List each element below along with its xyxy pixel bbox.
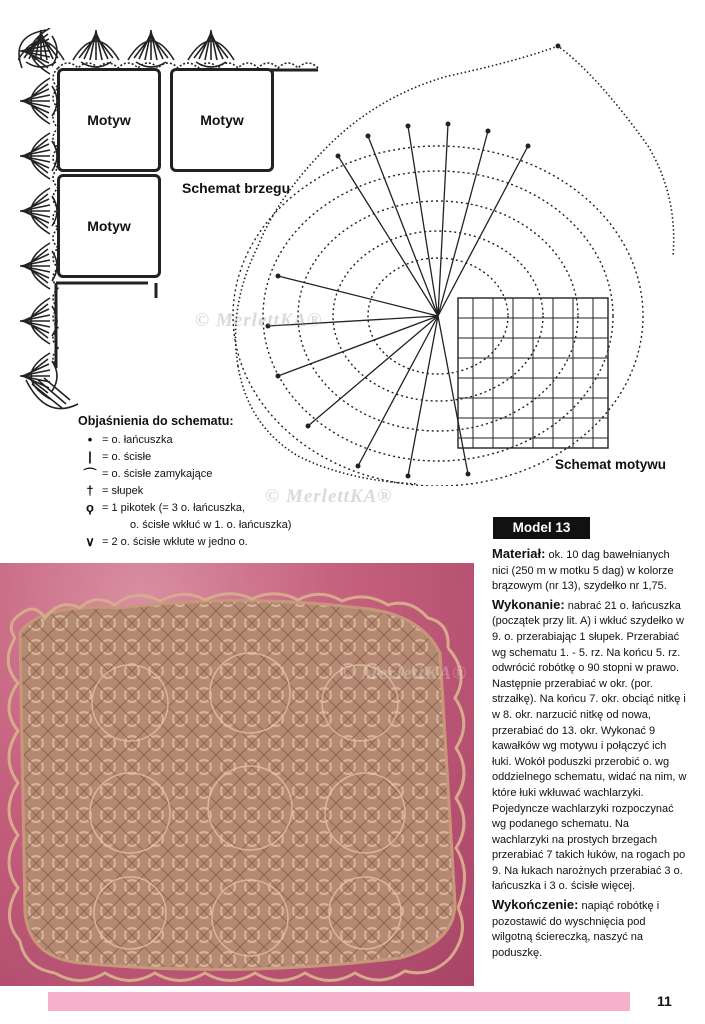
paragraph-heading: Wykonanie: xyxy=(492,596,565,612)
finishing-paragraph xyxy=(492,897,687,961)
legend-text: o. ścisłe wkłuć w 1. o. łańcuszka) xyxy=(130,518,292,531)
page-number: 11 xyxy=(657,993,672,1009)
double-crochet-cross-icon: † xyxy=(86,483,94,498)
picot-icon: ϙ xyxy=(86,500,94,515)
legend-text: = o. ścisłe zamykające xyxy=(102,467,213,480)
motif-box-3 xyxy=(57,174,161,278)
pillow-photo xyxy=(0,563,474,986)
model-badge: Model 13 xyxy=(493,517,590,539)
paragraph-body: ok. 10 dag bawełnianych nici (250 m w motku 5 dag) w kolorze brązowym (nr 13), szydełko nr 1,75. xyxy=(492,549,674,593)
instructions-text xyxy=(492,546,687,963)
chain-dot-icon: • xyxy=(87,432,93,447)
legend-text: = słupek xyxy=(102,484,144,497)
legend-text: = 2 o. ścisłe wkłute w jedno o. xyxy=(102,535,248,548)
slip-stitch-arc-icon: ⌒ xyxy=(83,467,97,482)
legend xyxy=(78,414,328,550)
motif-label: Motyw xyxy=(200,112,244,128)
watermark: © MerlettKA® xyxy=(340,663,468,684)
legend-title: Objaśnienia do schematu: xyxy=(78,414,234,428)
motif-label: Motyw xyxy=(87,218,131,234)
paragraph-body: napiąć robótkę i pozostawić do wyschnięcia pod wilgotną ściereczką, naszyć na poduszkę. xyxy=(492,900,660,959)
method-paragraph xyxy=(492,597,687,895)
legend-text: = o. ścisłe xyxy=(102,450,152,463)
legend-item xyxy=(78,448,328,465)
paragraph-body: nabrać 21 o. łańcuszka (początek przy lit. A) i wkłuć szydełko w 9. o. przerabiając 1 słupek. Przerabiać wg schematu 1. - 5. rz. Na końcu 5. rz. odwrócić robótkę o 90 stopni w prawo. Następnie przerabiać w okr. (por. strzałkę). Na końcu 7. okr. obciąć nitkę i w 8. okr. narzucić nitkę od nowa, przerabiać do 13. okr. Wykonać 9 kawałków wg motywu i połączyć ich łuki. Wokół poduszki przerobić o. wg oddzielnego schematu, widać na nim, w które łuki wkłuwać wachlarzyki. Pojedyncze wachlarzyki rozpoczynać wg podanego schematu. Na wachlarzyki na prostych brzegach przerabiać 7 takich łuków, na rogach po 9. Na łukach narożnych przerabiać 3 o. łańcuszka i 3 o. ścisłe więcej. xyxy=(492,599,687,893)
materials-paragraph xyxy=(492,546,687,595)
legend-item xyxy=(78,431,328,448)
lace-pillow-image xyxy=(0,563,474,986)
legend-item xyxy=(78,465,328,482)
edge-schema-title: Schemat brzegu xyxy=(182,180,291,196)
legend-text: = 1 pikotek (= 3 o. łańcuszka, xyxy=(102,501,246,514)
two-sc-v-icon: ∨ xyxy=(85,533,95,549)
legend-item xyxy=(78,533,328,550)
legend-item-continuation xyxy=(78,516,328,533)
paragraph-heading: Wykończenie: xyxy=(492,897,579,913)
paragraph-heading: Materiał: xyxy=(492,546,546,561)
single-crochet-bar-icon: | xyxy=(88,449,92,464)
motif-label: Motyw xyxy=(87,112,131,128)
motif-box-1 xyxy=(57,68,161,172)
watermark: © MerlettKA® xyxy=(265,486,393,507)
legend-text: = o. łańcuszka xyxy=(102,433,173,446)
watermark: © MerlettKA® xyxy=(195,310,323,331)
footer-bar xyxy=(48,992,630,1011)
motif-schema-title: Schemat motywu xyxy=(555,457,667,472)
